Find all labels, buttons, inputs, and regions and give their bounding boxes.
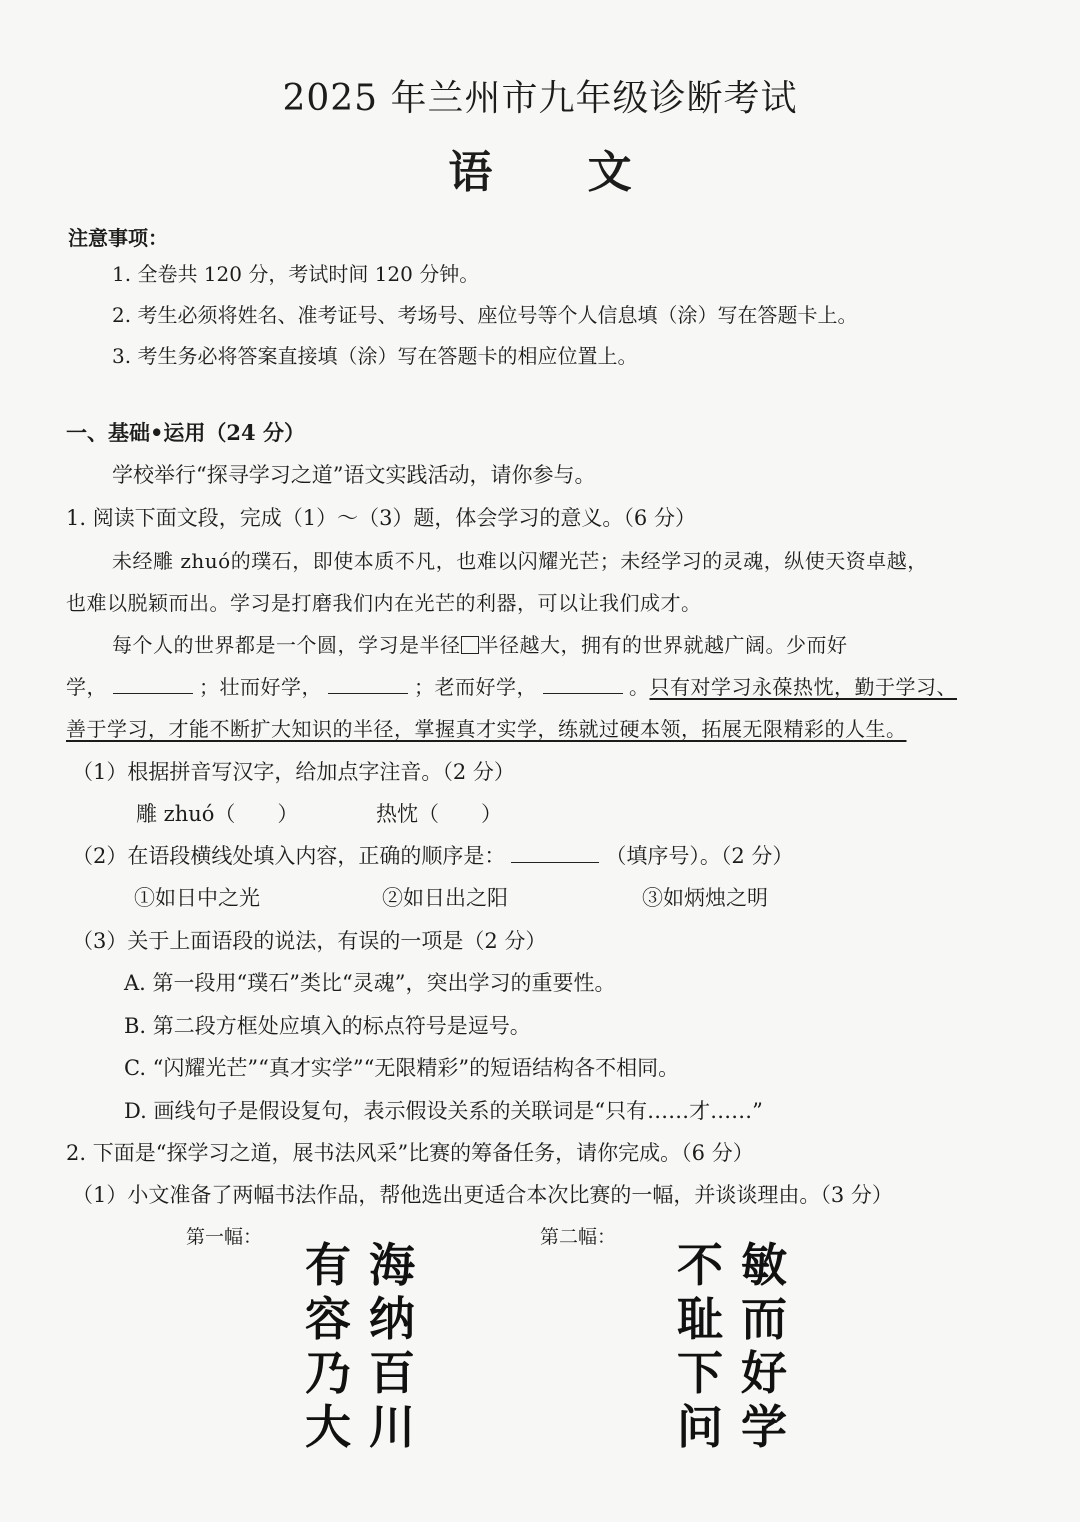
calligraphy-char: 百 [369, 1346, 415, 1400]
calligraphy-work-2 [664, 1238, 804, 1454]
pinyin-answer: 雕 zhuó（ ） [136, 802, 299, 826]
calligraphy-char: 学 [741, 1400, 787, 1454]
calligraphy-char: 大 [305, 1400, 351, 1454]
choice-a: A. 第一段用“璞石”类比“灵魂”，突出学习的重要性。 [124, 971, 616, 995]
sub-question-text: （2）在语段横线处填入内容，正确的顺序是： [72, 844, 506, 868]
exam-title: 2025 年兰州市九年级诊断考试 [282, 78, 798, 119]
section-heading: 一、基础•运用（24 分） [66, 420, 305, 445]
calligraphy-char: 乃 [305, 1346, 351, 1400]
choice-c: C. “闪耀光芒”“真才实学”“无限精彩”的短语结构各不相同。 [124, 1056, 680, 1080]
work-1-label: 第一幅： [186, 1226, 263, 1248]
underlined-sentence: 善于学习，才能不断扩大知识的半径，掌握真才实学，练就过硬本领，拓展无限精彩的人生。 [66, 717, 907, 741]
calligraphy-char: 敏 [741, 1238, 787, 1292]
passage-text: ；壮而好学， [199, 675, 322, 699]
passage-line: 也难以脱颖而出。学习是打磨我们内在光芒的利器，可以让我们成才。 [66, 591, 702, 615]
passage-text: ；老而好学， [414, 675, 537, 699]
notice-item: 3. 考生务必将答案直接填（涂）写在答题卡的相应位置上。 [112, 344, 638, 368]
fill-blank[interactable] [328, 673, 408, 694]
choice-b: B. 第二段方框处应填入的标点符号是逗号。 [124, 1014, 531, 1038]
calligraphy-char: 而 [741, 1292, 787, 1346]
passage-line [112, 629, 848, 658]
calligraphy-char: 问 [677, 1400, 723, 1454]
passage-line [66, 671, 957, 700]
calligraphy-char: 耻 [677, 1292, 723, 1346]
passage-text: 每个人的世界都是一个圆，学习是半径 [112, 633, 461, 657]
subject-title: 语 文 [448, 147, 672, 198]
question-2-stem: 2. 下面是“探学习之道，展书法风采”比赛的筹备任务，请你完成。（6 分） [66, 1141, 754, 1165]
underlined-sentence: 只有对学习永葆热忱，勤于学习、 [649, 675, 957, 699]
passage-line: 未经雕 zhuó的璞石，即使本质不凡，也难以闪耀光芒；未经学习的灵魂，纵使天资卓越， [112, 549, 928, 573]
calligraphy-char: 下 [677, 1346, 723, 1400]
sub-question: （1）根据拼音写汉字，给加点字注音。（2 分） [72, 760, 515, 784]
choice-d: D. 画线句子是假设复句，表示假设关系的关联词是“只有……才……” [124, 1099, 763, 1123]
option: ②如日出之阳 [382, 886, 508, 910]
calligraphy-char: 好 [741, 1346, 787, 1400]
punctuation-box [461, 636, 479, 654]
passage-text: 。 [629, 675, 650, 699]
calligraphy-char: 川 [369, 1400, 415, 1454]
option: ①如日中之光 [134, 886, 260, 910]
sub-question [72, 840, 793, 870]
calligraphy-char: 有 [305, 1238, 351, 1292]
sub-question: （1）小文准备了两幅书法作品，帮他选出更适合本次比赛的一幅，并谈谈理由。（3 分） [72, 1183, 893, 1207]
pinyin-answer: 热忱（ ） [376, 802, 502, 826]
sub-question: （3）关于上面语段的说法，有误的一项是（2 分） [72, 929, 547, 953]
option: ③如炳烛之明 [642, 886, 768, 910]
fill-blank[interactable] [543, 673, 623, 694]
fill-blank[interactable] [113, 673, 193, 694]
calligraphy-char: 容 [305, 1292, 351, 1346]
question-1-stem: 1. 阅读下面文段，完成（1）～（3）题，体会学习的意义。（6 分） [66, 506, 696, 530]
calligraphy-char: 纳 [369, 1292, 415, 1346]
passage-text: 学， [66, 675, 107, 699]
notice-heading: 注意事项： [68, 226, 168, 250]
passage-text: 半径越大，拥有的世界就越广阔。少而好 [478, 633, 848, 657]
section-intro: 学校举行“探寻学习之道”语文实践活动，请你参与。 [112, 463, 596, 487]
work-2-label: 第二幅： [540, 1226, 617, 1248]
sub-question-text: （填序号）。（2 分） [605, 844, 794, 868]
answer-blank[interactable] [511, 842, 599, 863]
calligraphy-char: 海 [369, 1238, 415, 1292]
notice-item: 2. 考生必须将姓名、准考证号、考场号、座位号等个人信息填（涂）写在答题卡上。 [112, 303, 858, 327]
notice-item: 1. 全卷共 120 分，考试时间 120 分钟。 [112, 262, 480, 286]
calligraphy-work-1 [292, 1238, 432, 1454]
calligraphy-char: 不 [677, 1238, 723, 1292]
